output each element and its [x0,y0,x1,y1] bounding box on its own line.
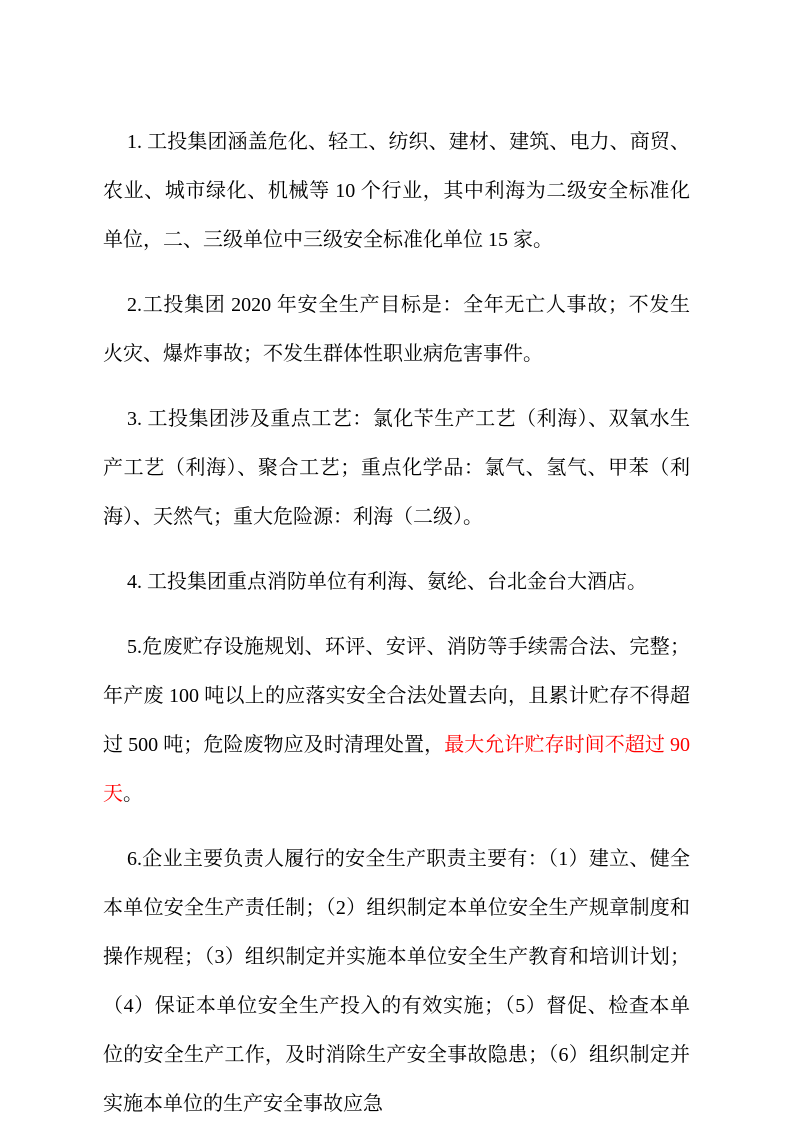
paragraph-5-emphasized-text: 最大允许贮存时间不超过 90 天 [103,734,691,805]
paragraph-2-text: 2.工投集团 2020 年安全生产目标是：全年无亡人事故；不发生火灾、爆炸事故；不发生群体性职业病危害事件。 [103,294,690,365]
paragraph-4 [103,558,690,607]
paragraph-1 [103,118,690,265]
paragraph-3 [103,395,690,542]
paragraph-4-text: 4. 工投集团重点消防单位有利海、氨纶、台北金台大酒店。 [127,571,647,593]
paragraph-1-text: 1. 工投集团涵盖危化、轻工、纺织、建材、建筑、电力、商贸、农业、城市绿化、机械等 10 个行业，其中利海为二级安全标准化单位，二、三级单位中三级安全标准化单位 15 家。 [103,131,690,251]
paragraph-5-text-trailing: 。 [123,783,143,805]
paragraph-3-text: 3. 工投集团涉及重点工艺：氯化苄生产工艺（利海）、双氧水生产工艺（利海）、聚合工艺；重点化学品：氯气、氢气、甲苯（利海）、天然气；重大危险源：利海（二级）。 [103,408,690,528]
paragraph-6-text: 6.企业主要负责人履行的安全生产职责主要有：（1）建立、健全本单位安全生产责任制；（2）组织制定本单位安全生产规章制度和操作规程；（3）组织制定并实施本单位安全生产教育和培训计划；（4）保证本单位安全生产投入的有效实施；（5）督促、检查本单位的安全生产工作，及时消除生产安全事故隐患；（6）组织制定并实施本单位的生产安全事故应急 [103,848,690,1115]
paragraph-6 [103,835,690,1122]
paragraph-5 [103,623,690,819]
paragraph-2 [103,281,690,379]
paragraph-5-text-leading: 5.危废贮存设施规划、环评、安评、消防等手续需合法、完整；年产废 100 吨以上的应落实安全合法处置去向，且累计贮存不得超过 500 吨；危险废物应及时清理处置， [103,636,690,756]
